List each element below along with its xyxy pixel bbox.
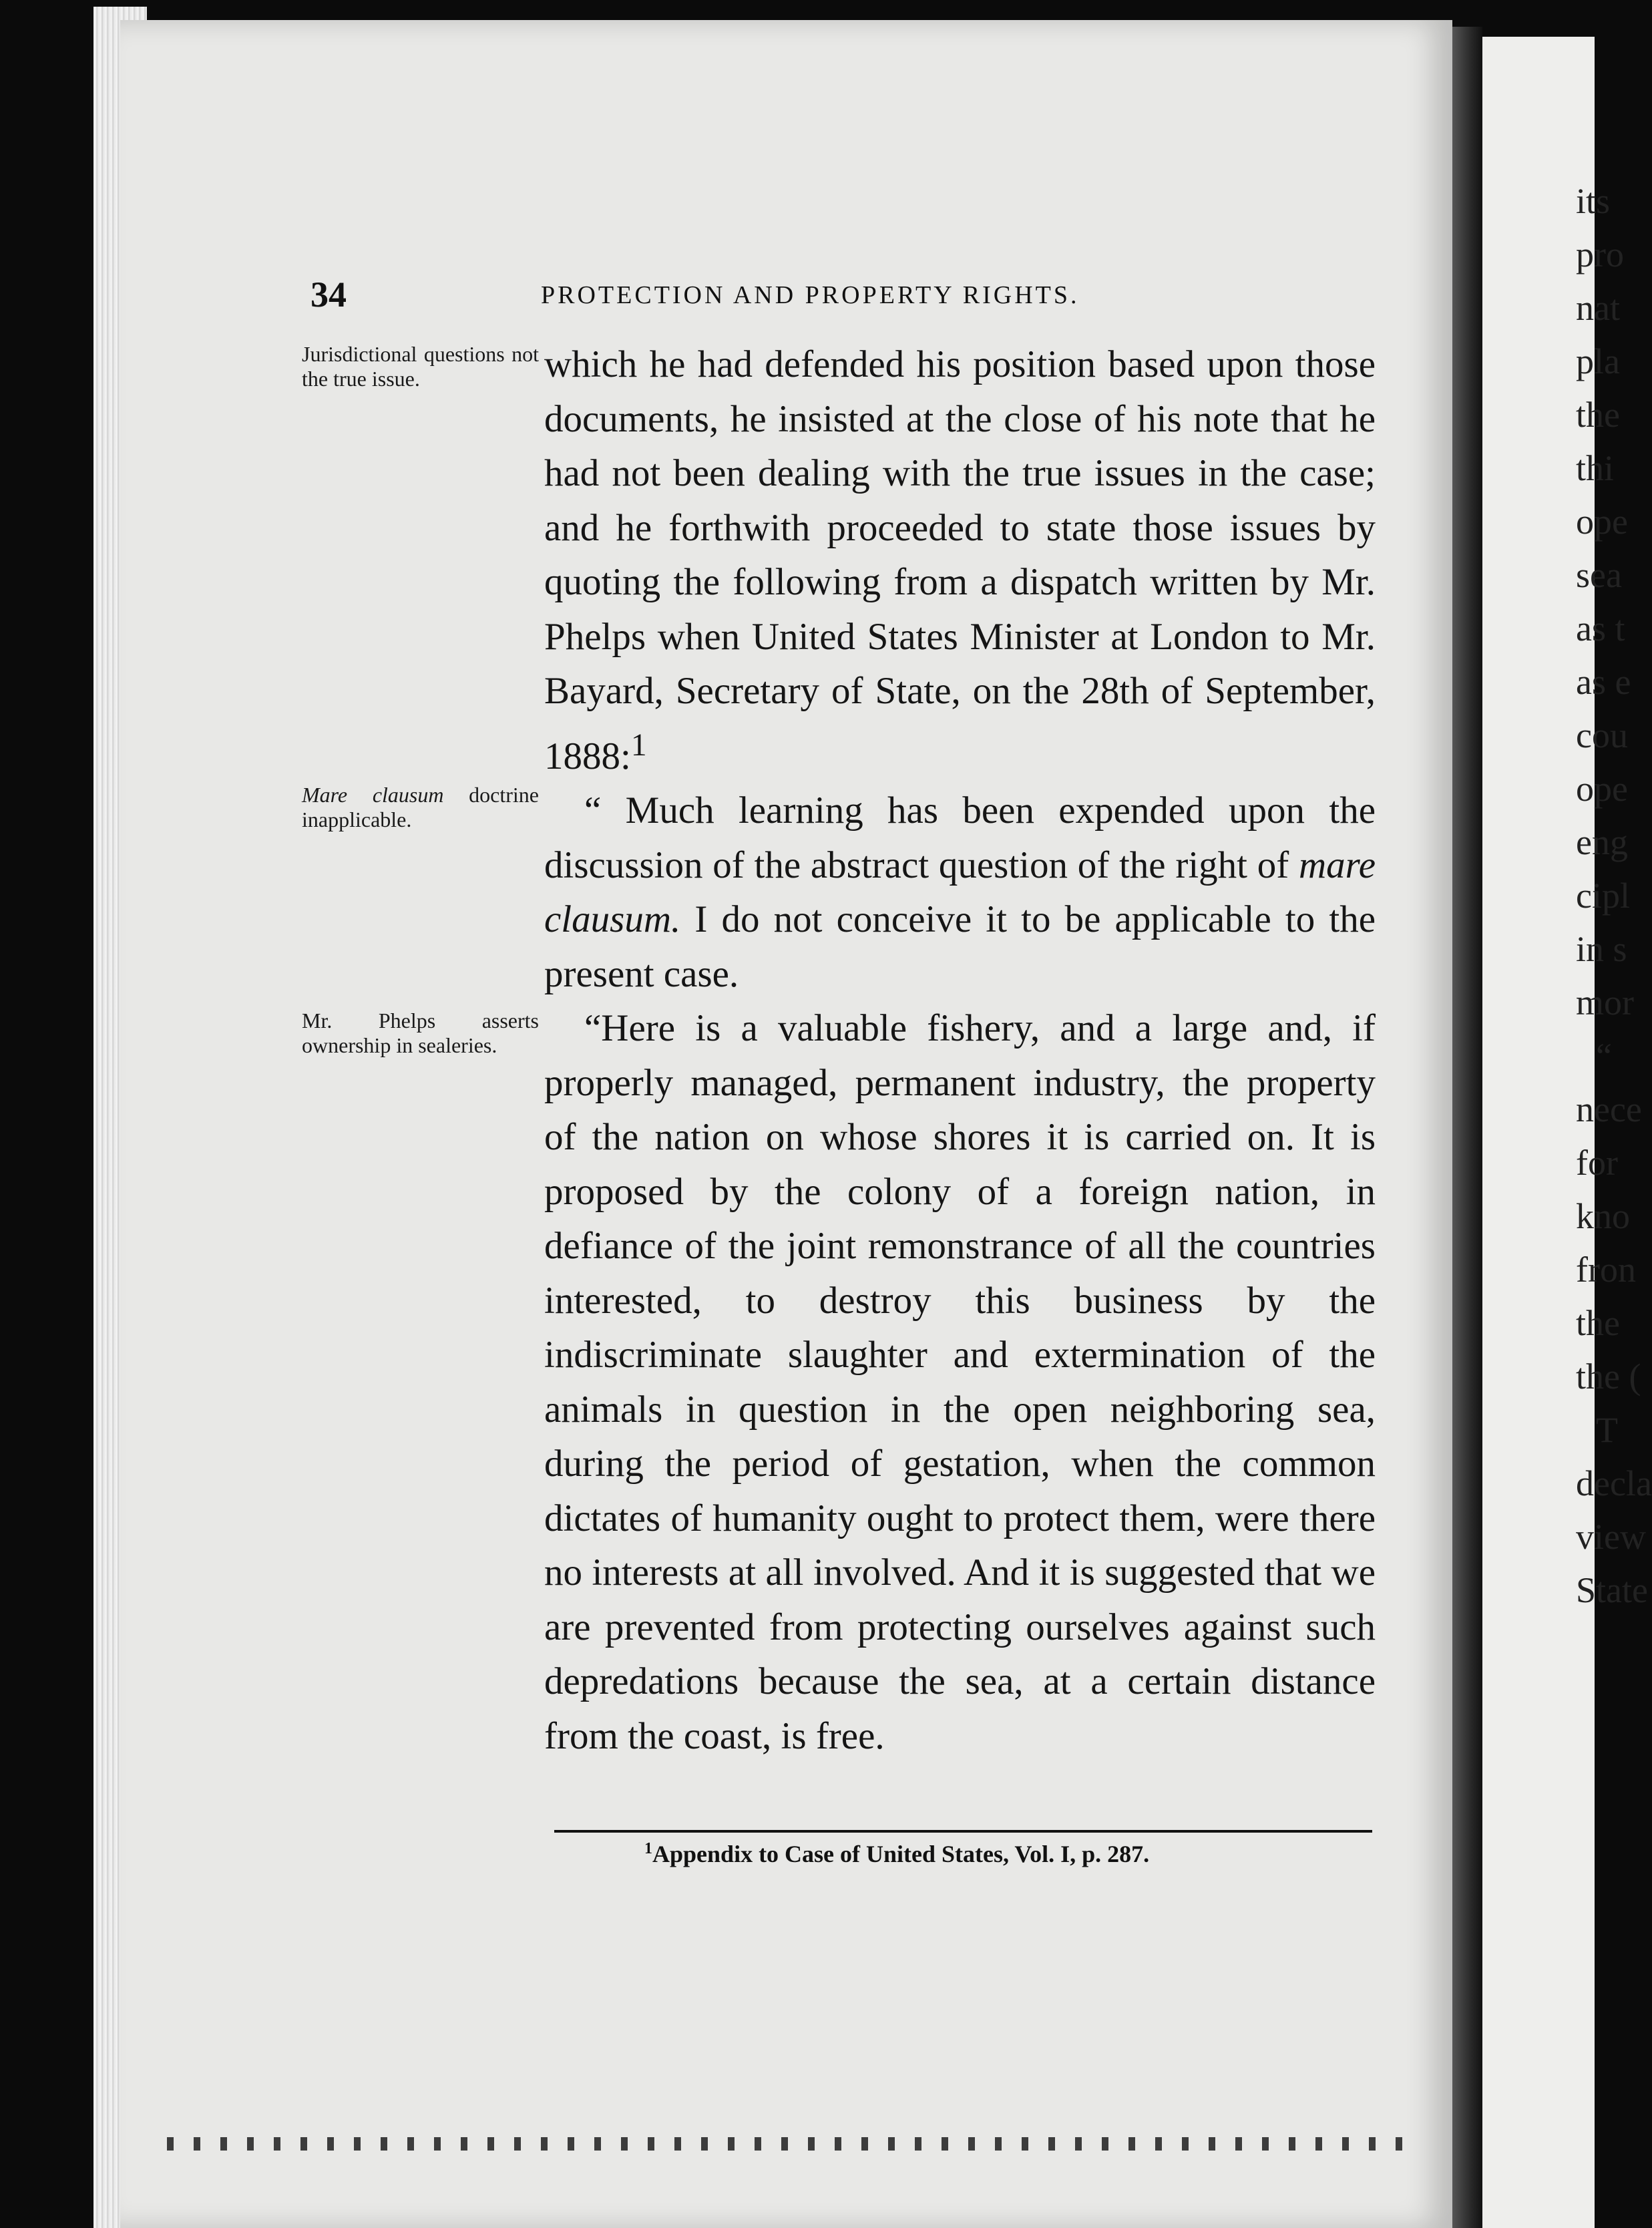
facing-page-fragment: nece — [1576, 1089, 1642, 1129]
facing-page-fragment: pro — [1576, 234, 1624, 274]
footnote — [644, 1840, 1149, 1868]
facing-page-fragment: fron — [1576, 1250, 1636, 1290]
facing-page — [1482, 37, 1652, 2228]
facing-page-fragment: State — [1576, 1570, 1648, 1610]
facing-page-fragment: eng — [1576, 822, 1628, 862]
paragraph-3 — [544, 1001, 1376, 1763]
italic-term: mare clausum. — [544, 844, 1376, 940]
paragraph-text: “Here is a valuable fishery, and a large and, if properly managed, permanent industry, the property of the nation on whose shores it is carried on. It is proposed by the colony of a foreign nation, in defiance of the joint remonstrance of all the countries interested, to destroy this business by the indiscriminate slaughter and extermination of the animals in question in the open neighboring sea, during the period of gestation, when the common dictates of humanity ought to protect them, were there no interests at all involved. And it is suggested that we are prevented from protecting ourselves against such depredations because the sea, at a certain distance from the coast, is free. — [544, 1007, 1376, 1757]
facing-page-fragment: mor — [1576, 982, 1634, 1023]
facing-page-fragment: “ — [1596, 1036, 1612, 1076]
body-text — [544, 337, 1376, 1763]
running-title: PROTECTION AND PROPERTY RIGHTS. — [541, 281, 1080, 309]
facing-page-fragment: ope — [1576, 769, 1628, 809]
facing-page-fragment: sea — [1576, 555, 1622, 595]
facing-page-fragment: the ( — [1576, 1356, 1641, 1397]
facing-page-fragment: nat — [1576, 288, 1620, 328]
margin-note-text: Mr. Phelps asserts ownership in sealeries. — [302, 1008, 539, 1057]
facing-page-fragment: ope — [1576, 502, 1628, 542]
facing-page-fragment: T — [1596, 1410, 1618, 1450]
facing-page-fragment: as e — [1576, 662, 1631, 702]
facing-page-fragment: the — [1576, 1303, 1620, 1343]
facing-page-fragment: decla — [1576, 1463, 1652, 1503]
page-header — [311, 274, 1379, 321]
facing-page-fragment: for — [1576, 1143, 1618, 1183]
footnote-rule — [554, 1830, 1372, 1833]
facing-page-fragment: as t — [1576, 608, 1625, 648]
facing-page-fragment: cipl — [1576, 876, 1630, 916]
footnote-mark: 1 — [644, 1840, 652, 1857]
paragraph-text: which he had defended his position based upon those documents, he insisted at the close of his note that he had not been dealing with the true issues in the case; and he forthwith proceeded to state those issues by quoting the following from a dispatch written by Mr. Phelps when United States Minister at London to Mr. Bayard, Secretary of State, on the 28th of September, 1888: — [544, 343, 1376, 777]
margin-note-jurisdiction — [302, 342, 539, 391]
scan-artifact-dots — [167, 2137, 1422, 2151]
facing-page-fragment: pla — [1576, 341, 1620, 381]
facing-page-fragment: thi — [1576, 448, 1615, 488]
footnote-reference: 1 — [630, 727, 647, 763]
page-number: 34 — [311, 274, 347, 315]
margin-note-italic: Mare clausum — [302, 783, 444, 807]
facing-page-fragment: its — [1576, 181, 1611, 221]
paragraph-text: “ Much learning has been expended upon the discussion of the abstract question of the right of — [544, 789, 1376, 886]
facing-page-fragment: in s — [1576, 929, 1627, 969]
margin-note-mare-clausum — [302, 783, 539, 832]
margin-note-text: doctrine inapplicable. — [302, 783, 539, 831]
paragraph-text: I do not conceive it to be applicable to the present case. — [544, 898, 1376, 995]
paragraph-2 — [544, 783, 1376, 1001]
paragraph-1 — [544, 337, 1376, 783]
margin-note-text: Jurisdictional questions not the true issue. — [302, 342, 539, 391]
facing-page-fragment: kno — [1576, 1196, 1630, 1236]
facing-page-fragment: the — [1576, 395, 1620, 435]
facing-page-fragment: cou — [1576, 715, 1628, 755]
margin-note-phelps — [302, 1008, 539, 1058]
book-gutter — [1452, 27, 1482, 2228]
facing-page-fragment: view — [1576, 1517, 1646, 1557]
footnote-text: Appendix to Case of United States, Vol. I, p. 287. — [652, 1841, 1150, 1867]
